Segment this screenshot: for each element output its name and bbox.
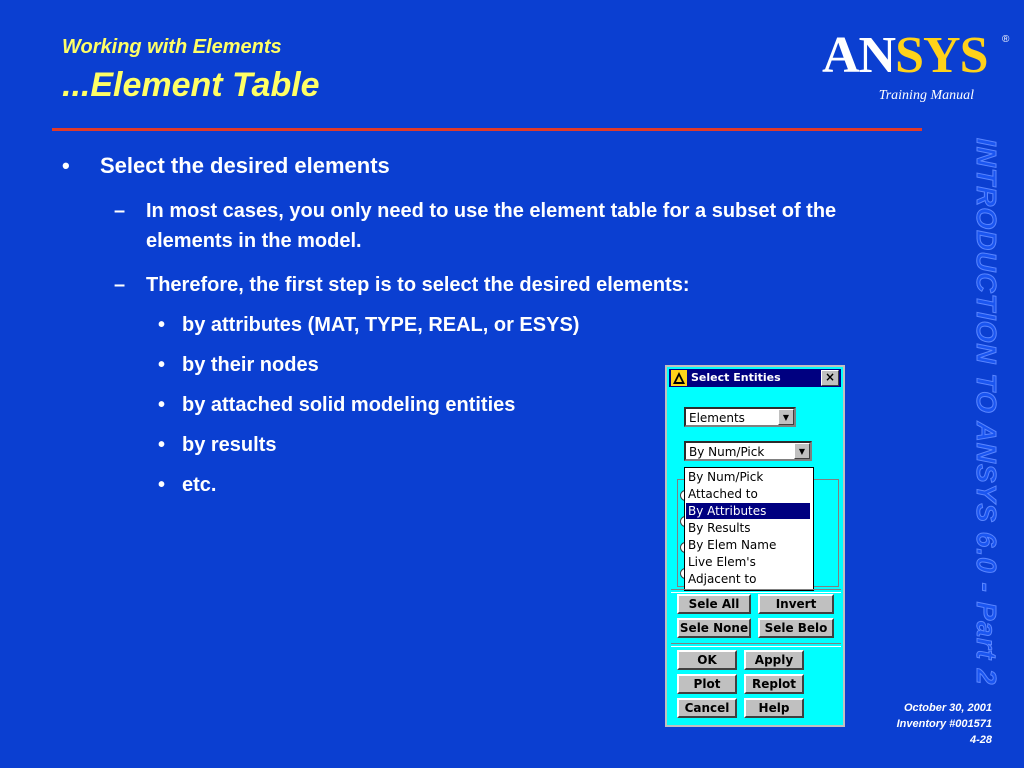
entity-type-value: Elements	[689, 411, 745, 425]
title-divider	[52, 128, 922, 131]
bullet-icon: •	[158, 314, 166, 336]
select-entities-dialog	[665, 365, 845, 727]
side-title	[960, 138, 1012, 686]
chevron-down-icon[interactable]: ▼	[778, 409, 794, 425]
bullet-icon: •	[62, 153, 70, 178]
list-item-text: by results	[182, 434, 277, 456]
select-method-select[interactable]	[684, 441, 812, 461]
dash-icon: –	[114, 274, 126, 296]
divider	[671, 589, 841, 593]
dropdown-option[interactable]: By Num/Pick	[688, 470, 764, 484]
dropdown-option-selected[interactable]: By Attributes	[686, 503, 810, 519]
footer-inventory: Inventory #001571	[896, 718, 992, 730]
dropdown-option[interactable]: Attached to	[688, 487, 758, 501]
select-method-value: By Num/Pick	[689, 445, 765, 459]
logo-sys: SYS	[895, 27, 988, 84]
dash-icon: –	[114, 200, 126, 222]
ansys-app-icon	[671, 370, 687, 386]
registered-mark: ®	[1002, 34, 1010, 45]
page-title: ...Element Table	[62, 66, 320, 104]
select-method-dropdown-list	[684, 467, 814, 591]
bullet-icon: •	[158, 434, 166, 456]
bullet-icon: •	[158, 354, 166, 376]
footer-date: October 30, 2001	[903, 702, 992, 714]
list-item-text: by their nodes	[182, 354, 319, 376]
training-manual-label: Training Manual	[878, 88, 974, 103]
list-item-text: by attributes (MAT, TYPE, REAL, or ESYS)	[182, 314, 580, 336]
dialog-titlebar[interactable]	[669, 369, 841, 387]
sub-bullet-text: In most cases, you only need to use the element table for a subset of the elements in the model.	[146, 200, 837, 252]
cancel-button[interactable]: Cancel	[677, 698, 737, 718]
ok-button[interactable]: OK	[677, 650, 737, 670]
sele-none-button[interactable]: Sele None	[677, 618, 751, 638]
chevron-down-icon[interactable]: ▼	[794, 443, 810, 459]
dropdown-option[interactable]: Live Elem's	[688, 555, 756, 569]
list-item-text: etc.	[182, 474, 217, 496]
replot-button[interactable]: Replot	[744, 674, 804, 694]
bullet-icon: •	[158, 394, 166, 416]
dropdown-option[interactable]: By Results	[688, 521, 751, 535]
list-item-text: by attached solid modeling entities	[182, 394, 516, 416]
dropdown-option[interactable]: Adjacent to	[688, 572, 757, 586]
plot-button[interactable]: Plot	[677, 674, 737, 694]
section-heading: Working with Elements	[62, 36, 282, 58]
help-button[interactable]: Help	[744, 698, 804, 718]
apply-button[interactable]: Apply	[744, 650, 804, 670]
entity-type-select[interactable]	[684, 407, 796, 427]
logo-wordmark	[822, 28, 988, 84]
sele-all-button[interactable]: Sele All	[677, 594, 751, 614]
sub-bullet-text: Therefore, the first step is to select the desired elements:	[146, 274, 690, 296]
invert-button[interactable]: Invert	[758, 594, 834, 614]
dialog-title: Select Entities	[691, 371, 781, 384]
footer	[897, 700, 992, 748]
bullet-icon: •	[158, 474, 166, 496]
divider	[671, 643, 841, 647]
main-bullet-text: Select the desired elements	[100, 153, 390, 178]
logo-an: AN	[822, 27, 896, 84]
page-number: 4-28	[969, 734, 992, 746]
ansys-logo	[822, 28, 1012, 88]
sele-belo-button[interactable]: Sele Belo	[758, 618, 834, 638]
dropdown-option[interactable]: By Elem Name	[688, 538, 777, 552]
close-icon[interactable]: ×	[821, 370, 839, 386]
side-title-text: INTRODUCTION TO ANSYS 6.0 - Part 2	[971, 138, 1002, 686]
